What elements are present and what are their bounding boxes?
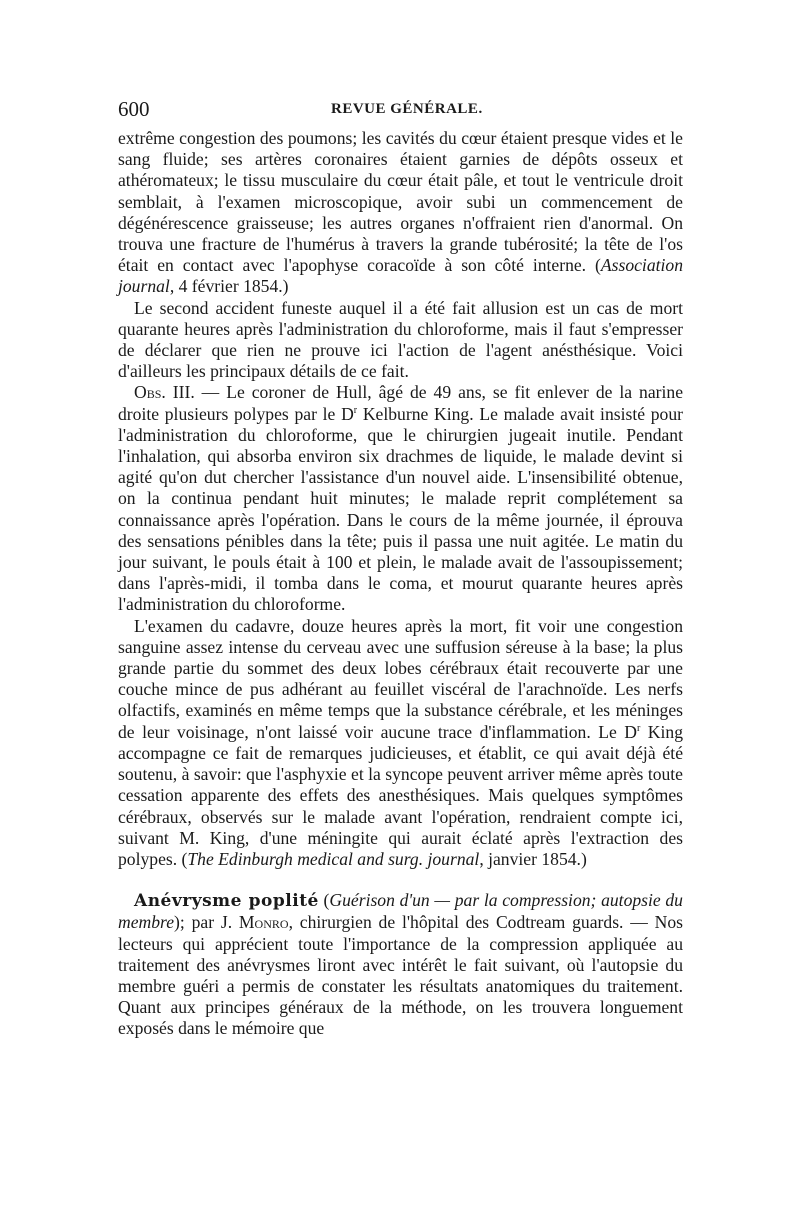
citation-edinburgh-journal: The Edinburgh medical and surg. journal (187, 848, 480, 869)
autopsy-text-b: King accompagne ce fait de remarques judicieuses, et établit, ce qui avait déjà été soutenu, à savoir: que l'asphyxie et la syncope peuvent arriver même après toute cessation apparente des effets des anesthésiques. Mais quelques symptômes cérébraux, observés sur le malade avant l'opération, rendraient compte ici, suivant M. King, d'une méningite qui aurait éclaté après l'extraction des polypes. ( (118, 721, 683, 869)
author-name: Monro (238, 912, 289, 933)
section-open-paren: ( (318, 890, 330, 911)
section-by: ); par J. (174, 912, 239, 933)
doctor-superscript: r (353, 404, 358, 416)
doctor-superscript: r (636, 722, 641, 734)
autopsy-text-a: L'examen du cadavre, douze heures après la mort, fit voir une congestion sanguine assez intense du cerveau avec une suffusion séreuse à la base; la plus grande partie du sommet des deux lobes cérébraux était recouverte par une couche mince de pus adhérant au feuillet viscéral de l'arachnoïde. Les nerfs olfactifs, examinés en même temps que la substance cérébrale, et les méninges de leur voisinage, n'ont laissé voir aucune trace d'inflammation. Le D (118, 615, 683, 742)
citation-date: , 4 février 1854.) (169, 276, 289, 297)
paragraph-second-accident (118, 298, 683, 383)
body-text (118, 128, 683, 1040)
section-subtitle: Guérison d'un — par la compression; autopsie du membre (118, 890, 683, 933)
citation-association-journal: Association journal (118, 255, 683, 297)
page-number: 600 (118, 97, 150, 121)
second-accident-text: Le second accident funeste auquel il a été fait allusion est un cas de mort quarante heures après l'administration du chloroforme, mais il faut s'empresser de déclarer que rien ne prouve ici l'action de l'agent anésthésique. Voici d'ailleurs les principaux détails de ce fait. (118, 297, 683, 382)
citation-date: , janvier 1854.) (479, 848, 587, 869)
paragraph-observation-3 (118, 382, 683, 615)
observation-text-a: — Le coroner de Hull, âgé de 49 ans, se fit enlever de la narine droite plusieurs polypes par le D (118, 382, 684, 424)
paragraph-aneurysm (118, 890, 683, 1039)
aneurysm-text: , chirurgien de l'hôpital des Codtream guards. — Nos lecteurs qui apprécient toute l'importance de la compression appliquée au traitement des anévrysmes liront avec intérêt le fait suivant, où l'autopsie du membre guéri a permis de constater les résultats anatomiques du traitement. Quant aux principes généraux de la méthode, on les trouvera longuement exposés dans le mémoire que (118, 912, 683, 1039)
paragraph-autopsy (118, 616, 683, 870)
page-header (118, 97, 683, 125)
case-continuation-text: extrême congestion des poumons; les cavités du cœur étaient presque vides et le sang fluide; ses artères coronaires étaient garnies de dépôts osseux et athéromateux; le tissu musculaire du cœur était pâle, et tout le ventricule droit semblait, à l'examen microscopique, avoir subi un commencement de dégénérescence graisseuse; les autres organes n'offraient rien d'anormal. On trouva une fracture de l'humérus à travers la grande tubérosité; la tête de l'os était en contact avec l'apophyse coracoïde à son côté interne. ( (118, 128, 683, 276)
paragraph-case-continuation (118, 128, 683, 298)
section-title: Anévrysme poplité (134, 891, 319, 912)
running-title: REVUE GÉNÉRALE. (331, 101, 483, 117)
observation-text-b: Kelburne King. Le malade avait insisté pour l'administration du chloroforme, que le chirurgien jugeait inutile. Pendant l'inhalation, qui absorba environ six drachmes de liquide, le malade devint si agité qu'on dut chercher l'assistance d'un nouvel aide. L'insensibilité obtenue, on la continua pendant huit minutes; le malade reprit complétement sa connaissance après l'opération. Dans le cours de la même journée, il éprouva des sensations pénibles dans la tête; puis il passa une nuit agitée. Le matin du jour suivant, le pouls était à 100 et plein, le malade avait de l'assoupissement; dans l'après-midi, il tomba dans le coma, et mourut quarante heures après l'administration du chloroforme. (118, 403, 683, 615)
observation-label: Obs. III. (134, 382, 195, 403)
